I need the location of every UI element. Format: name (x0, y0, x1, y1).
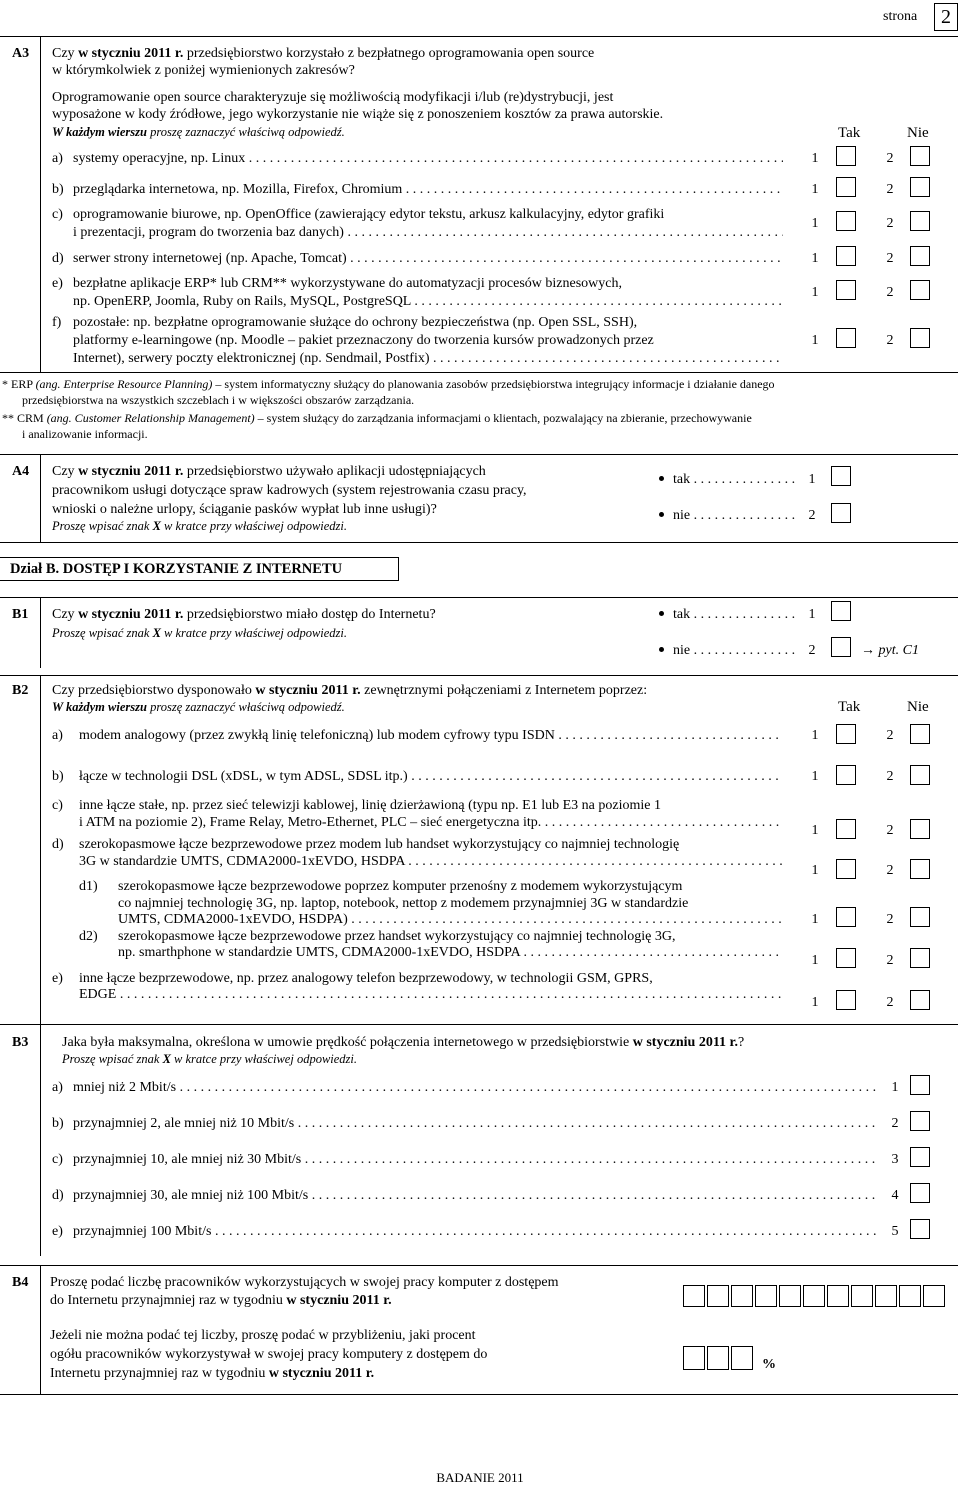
b4-employees-digit-5[interactable] (779, 1285, 801, 1307)
b1-question: Czy w styczniu 2011 r. przedsiębiorstwo miało dostęp do Internetu? (52, 607, 436, 622)
b4-employees-digit-1[interactable] (683, 1285, 705, 1307)
b2-item-a-code-yes: 1 (811, 728, 819, 743)
a3-item-c-code-yes: 1 (811, 216, 819, 231)
footnote-crm-line2: i analizowanie informacji. (22, 427, 148, 441)
b3-option-b-checkbox[interactable] (910, 1111, 930, 1131)
b3-option-d-label: d) (52, 1188, 64, 1203)
b3-option-d-code: 4 (891, 1188, 899, 1203)
a4-yes-label: tak . . . (673, 472, 797, 488)
a4-instruction: Proszę wpisać znak X w kratce przy właściwej odpowiedzi. (52, 519, 348, 533)
b2-item-d1-text-line3: UMTS, CDMA2000-1xEVDO, HSDPA) . . . (118, 912, 783, 928)
b2-item-d2-yes-checkbox[interactable] (836, 948, 856, 968)
footnote-erp: * ERP (ang. Enterprise Resource Planning) – system informatyczny służący do planowania zasobów przedsiębiorstwa integrujący informacje i działanie danego (2, 377, 775, 391)
b1-yes-bullet (659, 611, 664, 616)
a4-yes-code: 1 (808, 472, 816, 487)
b2-question: Czy przedsiębiorstwo dysponowało w styczniu 2011 r. zewnętrznymi połączeniami z Internetem poprzez: (52, 683, 648, 698)
a4-no-label: nie . . . (673, 508, 797, 524)
b4-percent-digit-1[interactable] (683, 1346, 705, 1370)
b1-yes-label: tak . . . (673, 607, 797, 623)
b4-employees-digit-3[interactable] (731, 1285, 753, 1307)
b4-divider (40, 1265, 41, 1394)
a3-item-d-label: d) (52, 251, 64, 266)
b2-item-e-code-no: 2 (886, 995, 894, 1010)
a3-item-b-yes-checkbox[interactable] (836, 177, 856, 197)
b2-item-c-code-no: 2 (886, 823, 894, 838)
a3-item-e-text-line2: np. OpenERP, Joomla, Ruby on Rails, MySQL, PostgreSQL . . . (73, 294, 783, 310)
b4-alt-question: Jeżeli nie można podać tej liczby, proszę podać w przybliżeniu, jaki procent (50, 1328, 476, 1343)
b2-item-a-label: a) (52, 728, 63, 743)
b1-yes-checkbox[interactable] (831, 601, 851, 621)
a3-description-line2: wyposażone w kody źródłowe, jego wykorzystanie nie wiąże się z ponoszeniem kosztów za prawa autorskie. (52, 107, 664, 122)
b2-item-b-no-checkbox[interactable] (910, 765, 930, 785)
b4-id: B4 (12, 1275, 29, 1290)
b2-item-e-code-yes: 1 (811, 995, 819, 1010)
b4-employees-digit-7[interactable] (827, 1285, 849, 1307)
section-b-title: Dział B. DOSTĘP I KORZYSTANIE Z INTERNETU (0, 557, 399, 581)
a3-item-c-label: c) (52, 207, 63, 222)
b2-item-d1-label: d1) (79, 879, 98, 894)
a3-item-d-code-no: 2 (886, 251, 894, 266)
a3-description: Oprogramowanie open source charakteryzuje się możliwością modyfikacji i/lub (re)dystrybucji, jest (52, 90, 614, 105)
page-label: strona (883, 9, 918, 24)
a3-item-e-code-yes: 1 (811, 285, 819, 300)
b2-item-c-text-line2: i ATM na poziomie 2), Frame Relay, Metro-Ethernet, PLC – sieć energetyczna itp. . . . (79, 815, 783, 831)
b4-employees-digit-2[interactable] (707, 1285, 729, 1307)
b2-item-d2-label: d2) (79, 929, 98, 944)
b4-employees-digit-8[interactable] (851, 1285, 873, 1307)
a3-item-c-text-line2: i prezentacji, program do tworzenia baz danych) . . . (73, 225, 783, 241)
a3-item-f-label: f) (52, 315, 62, 330)
b2-item-d-yes-checkbox[interactable] (836, 859, 856, 879)
b2-item-a-no-checkbox[interactable] (910, 724, 930, 744)
b2-col-yes: Tak (838, 699, 861, 715)
a3-item-f-yes-checkbox[interactable] (836, 328, 856, 348)
a3-item-a-label: a) (52, 151, 63, 166)
footnote-erp-line2: przedsiębiorstwa na wszystkich szczeblach i w większości obszarów zarządzania. (22, 393, 415, 407)
a3-item-c-text: oprogramowanie biurowe, np. OpenOffice (zawierający edytor tekstu, arkusz kalkulacyjny, edytor grafiki (73, 207, 665, 222)
b4-percent-digit-3[interactable] (731, 1346, 753, 1370)
a3-item-b-no-checkbox[interactable] (910, 177, 930, 197)
b4-employees-digit-4[interactable] (755, 1285, 777, 1307)
a3-id: A3 (12, 46, 30, 61)
a3-item-b-code-no: 2 (886, 182, 894, 197)
b2-item-e-text: inne łącze bezprzewodowe, np. przez analogowy telefon bezprzewodowy, w technologii GSM, GPRS, (79, 971, 653, 986)
b2-item-b-code-no: 2 (886, 769, 894, 784)
b3-option-b-text: przynajmniej 2, ale mniej niż 10 Mbit/s . . . (73, 1116, 879, 1132)
b3-option-c-label: c) (52, 1152, 63, 1167)
b3-option-e-text: przynajmniej 100 Mbit/s . . . (73, 1224, 879, 1240)
b2-item-e-yes-checkbox[interactable] (836, 990, 856, 1010)
b4-percent-sign: % (762, 1357, 776, 1372)
b3-option-c-checkbox[interactable] (910, 1147, 930, 1167)
b2-item-d2-no-checkbox[interactable] (910, 948, 930, 968)
a3-item-d-code-yes: 1 (811, 251, 819, 266)
b3-option-e-label: e) (52, 1224, 63, 1239)
b2-item-d1-code-yes: 1 (811, 912, 819, 927)
b2-item-b-yes-checkbox[interactable] (836, 765, 856, 785)
a4-divider (40, 454, 41, 542)
b3-option-b-code: 2 (891, 1116, 899, 1131)
b2-divider (40, 675, 41, 1024)
b1-top-rule (0, 597, 958, 598)
b3-option-d-checkbox[interactable] (910, 1183, 930, 1203)
b2-item-d1-text: szerokopasmowe łącze bezprzewodowe poprzez komputer przenośny z modemem wykorzystującym (118, 879, 683, 894)
a4-bottom-rule (0, 542, 958, 543)
b4-alt-question-line3: Internetu przynajmniej raz w tygodniu w styczniu 2011 r. (50, 1366, 375, 1381)
a3-item-f-no-checkbox[interactable] (910, 328, 930, 348)
b2-item-e-no-checkbox[interactable] (910, 990, 930, 1010)
b2-item-d1-yes-checkbox[interactable] (836, 907, 856, 927)
b2-item-c-yes-checkbox[interactable] (836, 819, 856, 839)
b2-item-d-text-line2: 3G w standardzie UMTS, CDMA2000-1xEVDO, HSDPA . . . (79, 854, 783, 870)
b3-id: B3 (12, 1035, 29, 1050)
a3-item-c-yes-checkbox[interactable] (836, 211, 856, 231)
b3-option-c-text: przynajmniej 10, ale mniej niż 30 Mbit/s . . . (73, 1152, 879, 1168)
a3-item-e-code-no: 2 (886, 285, 894, 300)
a4-question-line2: pracownikom usługi dotyczące spraw kadrowych (system rejestrowania czasu pracy, (52, 483, 527, 498)
b1-no-code: 2 (808, 643, 816, 658)
b3-divider (40, 1024, 41, 1256)
a3-col-yes: Tak (838, 125, 861, 141)
footnote-crm: ** CRM (ang. Customer Relationship Management) – system służący do zarządzania informacjami o klientach, pozwalający na zbieranie, przechowywanie (2, 411, 752, 425)
b2-item-c-code-yes: 1 (811, 823, 819, 838)
b2-top-rule (0, 675, 958, 676)
b2-id: B2 (12, 683, 29, 698)
b3-option-e-checkbox[interactable] (910, 1219, 930, 1239)
a3-item-e-text: bezpłatne aplikacje ERP* lub CRM** wykorzystywane do automatyzacji procesów biznesowych, (73, 276, 622, 291)
a4-yes-checkbox[interactable] (831, 466, 851, 486)
a3-item-e-no-checkbox[interactable] (910, 280, 930, 300)
a3-item-a-code-no: 2 (886, 151, 894, 166)
b1-no-label: nie . . . (673, 643, 797, 659)
b2-item-d1-no-checkbox[interactable] (910, 907, 930, 927)
a3-item-c-code-no: 2 (886, 216, 894, 231)
b1-id: B1 (12, 607, 29, 622)
b2-item-a-yes-checkbox[interactable] (836, 724, 856, 744)
a3-item-d-no-checkbox[interactable] (910, 246, 930, 266)
b2-item-c-no-checkbox[interactable] (910, 819, 930, 839)
b2-col-no: Nie (907, 699, 929, 715)
b4-bottom-rule (0, 1394, 958, 1395)
a3-instruction: W każdym wierszu proszę zaznaczyć właściwą odpowiedź. (52, 125, 345, 139)
b4-question: Proszę podać liczbę pracowników wykorzystujących w swojej pracy komputer z dostępem (50, 1275, 559, 1290)
a3-item-a-text: systemy operacyjne, np. Linux . . . (73, 151, 783, 167)
b2-item-b-code-yes: 1 (811, 769, 819, 784)
b2-item-a-text: modem analogowy (przez zwykłą linię telefoniczną) lub modem cyfrowy typu ISDN . . . (79, 728, 783, 744)
b2-item-d-label: d) (52, 837, 64, 852)
b3-option-e-code: 5 (891, 1224, 899, 1239)
b2-item-c-label: c) (52, 798, 63, 813)
b2-item-c-text: inne łącze stałe, np. przez sieć telewizji kablowej, linię dzierżawioną (typu np. E1 lub E3 na poziomie 1 (79, 798, 661, 813)
b4-top-rule (0, 1265, 958, 1266)
a3-top-rule (0, 36, 958, 37)
a4-id: A4 (12, 464, 30, 479)
b2-item-b-label: b) (52, 769, 64, 784)
a3-bottom-rule (0, 372, 958, 373)
b2-item-d2-code-no: 2 (886, 953, 894, 968)
a3-item-b-label: b) (52, 182, 64, 197)
b3-option-d-text: przynajmniej 30, ale mniej niż 100 Mbit/s . . . (73, 1188, 879, 1204)
b2-item-d1-code-no: 2 (886, 912, 894, 927)
a4-no-checkbox[interactable] (831, 503, 851, 523)
a3-item-f-text-line2: platformy e-learningowe (np. Moodle – pakiet przeznaczony do tworzenia kursów prowadzonych przez (73, 333, 654, 348)
b2-item-b-text: łącze w technologii DSL (xDSL, w tym ADSL, SDSL itp.) . . . (79, 769, 783, 785)
b2-item-d-text: szerokopasmowe łącze bezprzewodowe przez modem lub handset wykorzystujący co najmniej technologię (79, 837, 680, 852)
b4-employees-digit-10[interactable] (899, 1285, 921, 1307)
b2-item-d-code-yes: 1 (811, 863, 819, 878)
a3-item-e-label: e) (52, 276, 63, 291)
b2-item-e-text-line2: EDGE . . . (79, 987, 783, 1003)
b1-no-bullet (659, 647, 664, 652)
b3-option-a-checkbox[interactable] (910, 1075, 930, 1095)
b4-employees-digit-11[interactable] (923, 1285, 945, 1307)
a3-question-line2: w którymkolwiek z poniżej wymienionych zakresów? (52, 63, 355, 78)
a3-item-f-text-line3: Internet), serwery poczty elektronicznej (np. Sendmail, Postfix) . . . (73, 351, 783, 367)
b4-question-line2: do Internetu przynajmniej raz w tygodniu w styczniu 2011 r. (50, 1293, 392, 1308)
b3-option-a-text: mniej niż 2 Mbit/s . . . (73, 1080, 879, 1096)
b2-item-a-code-no: 2 (886, 728, 894, 743)
b2-item-d2-text: szerokopasmowe łącze bezprzewodowe przez handset wykorzystujący co najmniej technologię 3G, (118, 929, 676, 944)
b3-option-a-label: a) (52, 1080, 63, 1095)
a3-item-a-no-checkbox[interactable] (910, 146, 930, 166)
a4-question: Czy w styczniu 2011 r. przedsiębiorstwo używało aplikacji udostępniających (52, 464, 486, 479)
b1-no-checkbox[interactable] (831, 637, 851, 657)
a4-no-bullet (659, 512, 664, 517)
b4-employees-digit-9[interactable] (875, 1285, 897, 1307)
a4-no-code: 2 (808, 508, 816, 523)
b3-top-rule (0, 1024, 958, 1025)
footer-survey-name: BADANIE 2011 (436, 1470, 524, 1485)
b1-instruction: Proszę wpisać znak X w kratce przy właściwej odpowiedzi. (52, 626, 348, 640)
a3-item-a-code-yes: 1 (811, 151, 819, 166)
b4-percent-digit-2[interactable] (707, 1346, 729, 1370)
b3-option-c-code: 3 (891, 1152, 899, 1167)
a3-item-b-text: przeglądarka internetowa, np. Mozilla, Firefox, Chromium . . . (73, 182, 783, 198)
a3-item-f-text: pozostałe: np. bezpłatne oprogramowanie służące do ochrony bezpieczeństwa (np. Open SSL, SSH), (73, 315, 638, 330)
b3-option-b-label: b) (52, 1116, 64, 1131)
b1-yes-code: 1 (808, 607, 816, 622)
a3-item-f-code-no: 2 (886, 333, 894, 348)
b3-instruction: Proszę wpisać znak X w kratce przy właściwej odpowiedzi. (62, 1052, 358, 1066)
b2-item-d-no-checkbox[interactable] (910, 859, 930, 879)
b2-item-d1-text-line2: co najmniej technologię 3G, np. laptop, notebook, nettop z modemem przynajmniej 3G w standardzie (118, 896, 689, 911)
a4-top-rule (0, 454, 958, 455)
b2-item-e-label: e) (52, 971, 63, 986)
b4-alt-question-line2: ogółu pracowników wykorzystywał w swojej pracy komputery z dostępem do (50, 1347, 488, 1362)
b1-skip-instruction: → pyt. C1 (861, 643, 919, 658)
b2-item-d-code-no: 2 (886, 863, 894, 878)
page-number: 2 (934, 3, 958, 31)
a3-col-no: Nie (907, 125, 929, 141)
b2-item-d2-text-line2: np. smarthphone w standardzie UMTS, CDMA2000-1xEVDO, HSDPA . . . (118, 945, 783, 961)
b2-instruction: W każdym wierszu proszę zaznaczyć właściwą odpowiedź. (52, 700, 345, 714)
a3-item-d-text: serwer strony internetowej (np. Apache, Tomcat) . . . (73, 251, 783, 267)
b2-item-d2-code-yes: 1 (811, 953, 819, 968)
b3-question: Jaka była maksymalna, określona w umowie prędkość połączenia internetowego w przedsiębiorstwie w styczniu 2011 r.? (62, 1035, 745, 1050)
a4-yes-bullet (659, 476, 664, 481)
a3-item-e-yes-checkbox[interactable] (836, 280, 856, 300)
b1-divider (40, 597, 41, 668)
a3-item-d-yes-checkbox[interactable] (836, 246, 856, 266)
a3-question: Czy w styczniu 2011 r. przedsiębiorstwo korzystało z bezpłatnego oprogramowania open source (52, 46, 595, 61)
a3-divider (40, 36, 41, 372)
a3-item-f-code-yes: 1 (811, 333, 819, 348)
a3-item-c-no-checkbox[interactable] (910, 211, 930, 231)
a4-question-line3: wnioski o należne urlopy, ściąganie pasków wypłat lub inne usługi)? (52, 502, 437, 517)
b4-employees-digit-6[interactable] (803, 1285, 825, 1307)
a3-item-a-yes-checkbox[interactable] (836, 146, 856, 166)
a3-item-b-code-yes: 1 (811, 182, 819, 197)
b3-option-a-code: 1 (891, 1080, 899, 1095)
